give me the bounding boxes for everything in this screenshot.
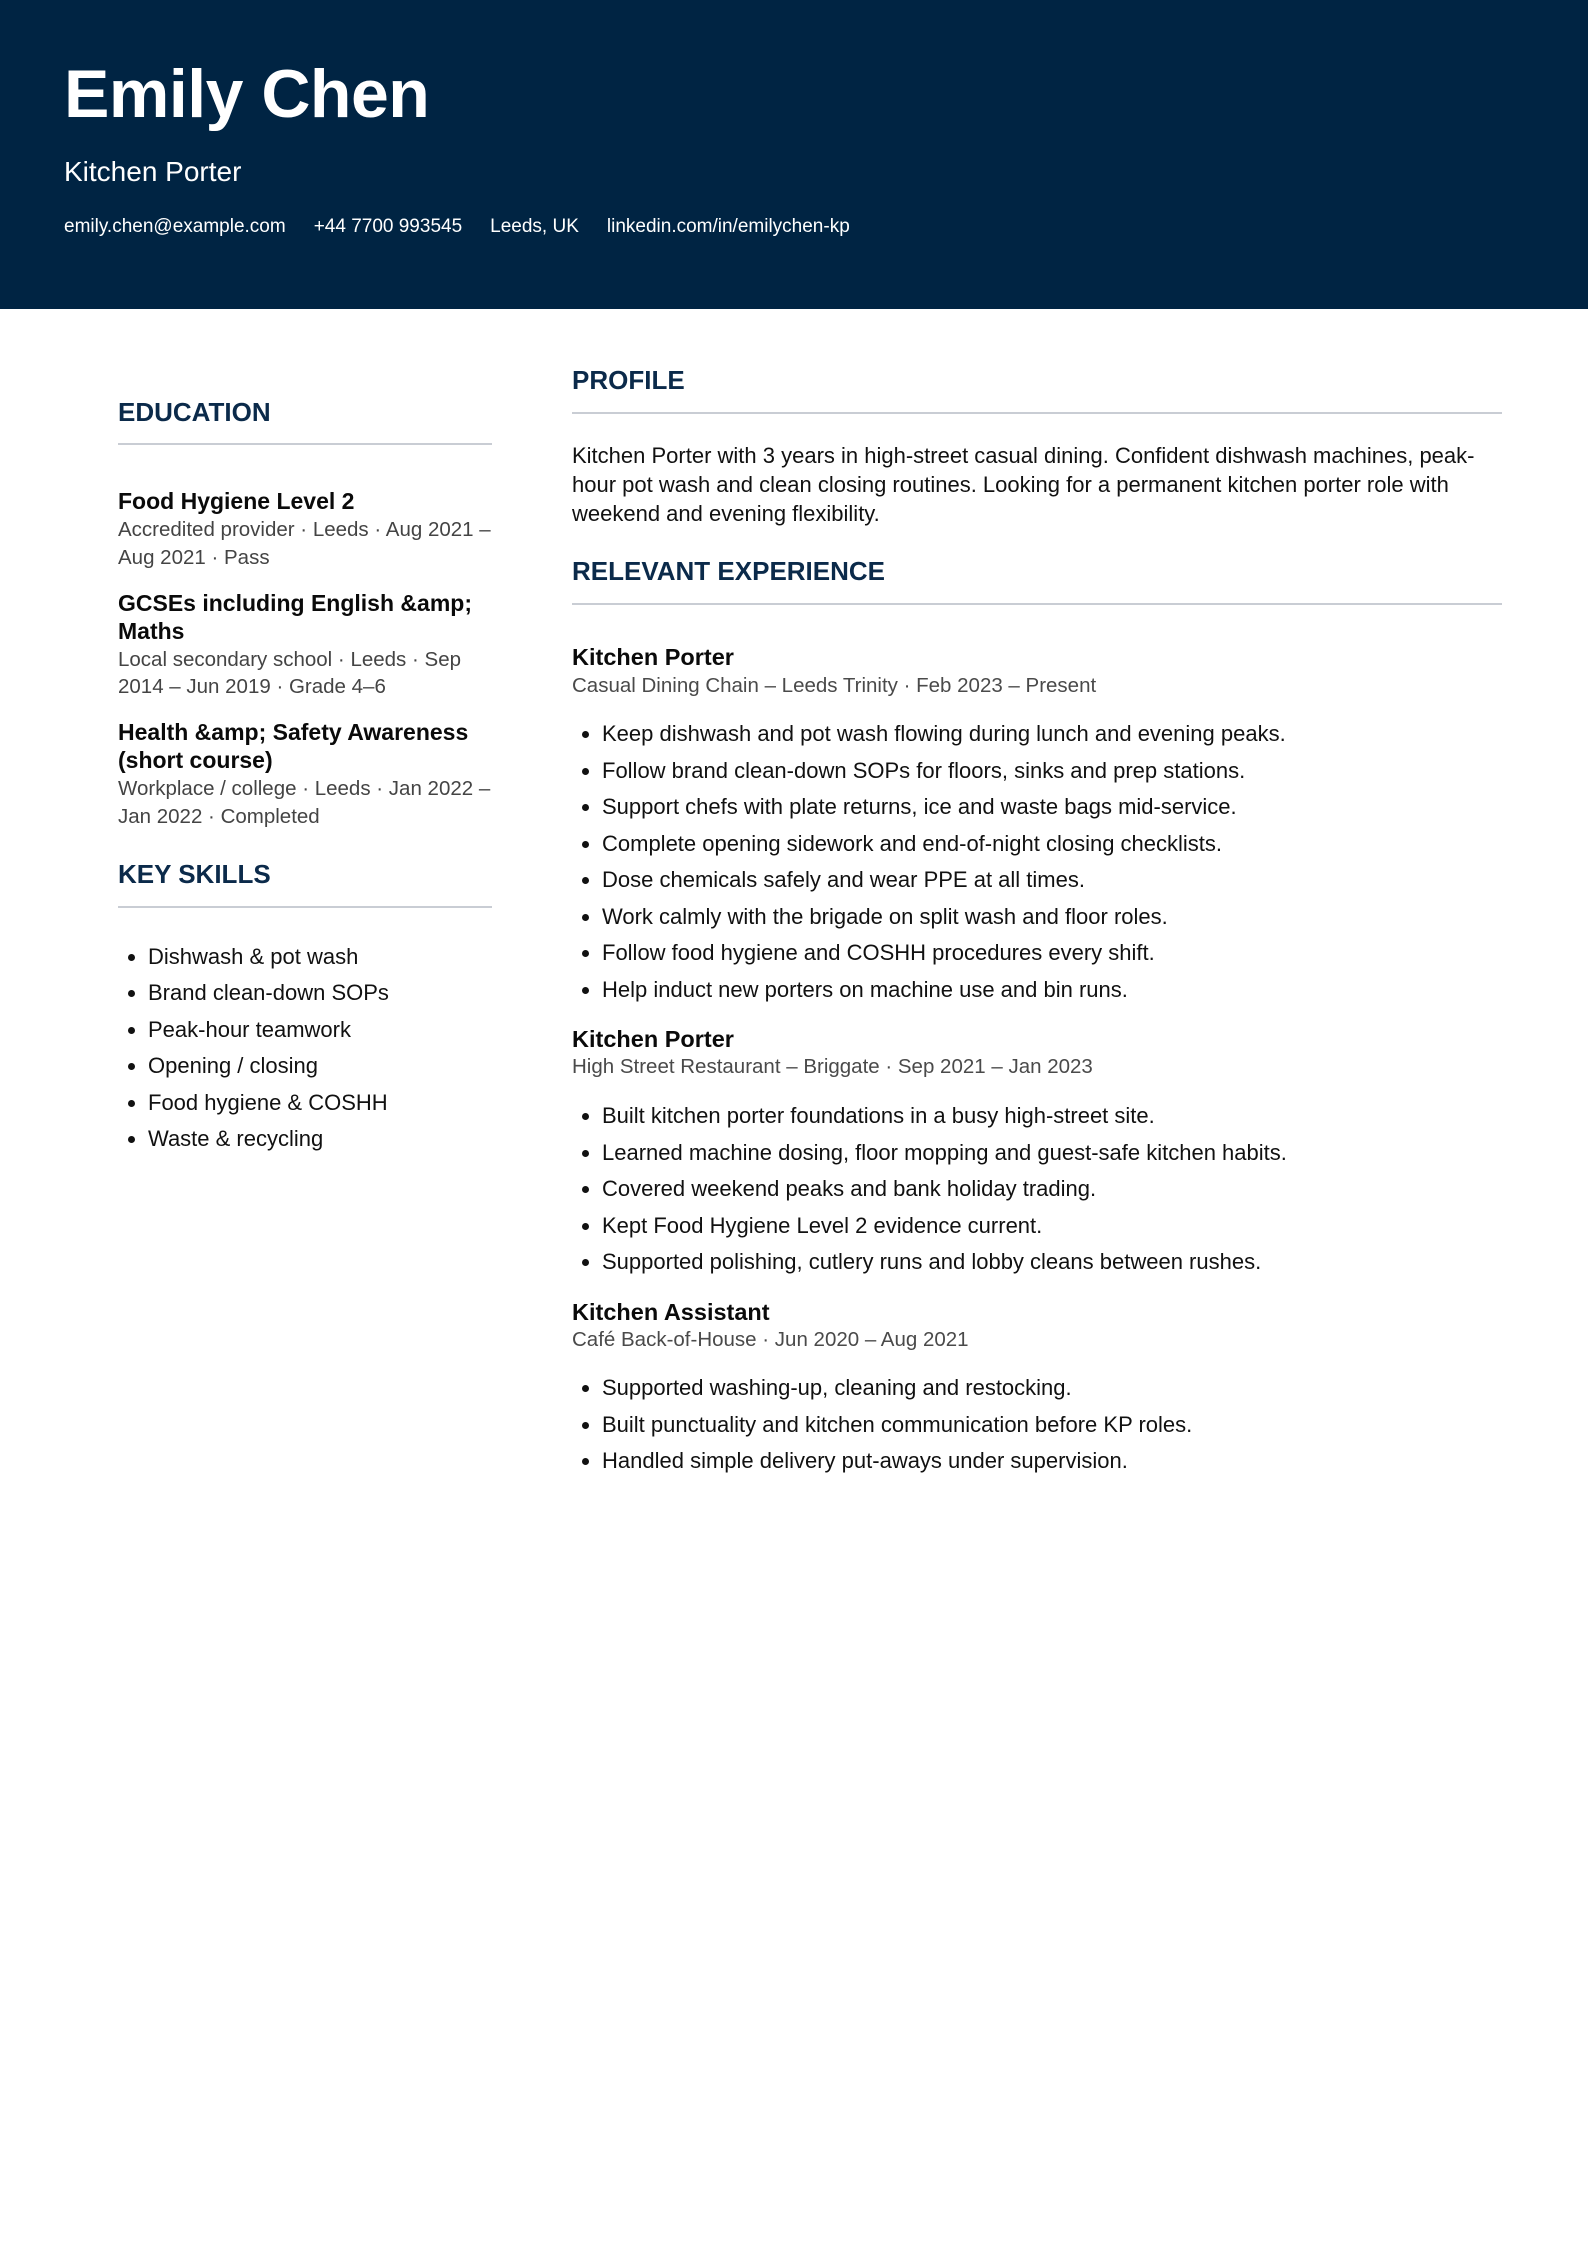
- job-title: Kitchen Porter: [572, 1026, 734, 1053]
- job-bullet: • Learned machine dosing, floor mopping and guest-safe kitchen habits.: [602, 1135, 1502, 1172]
- job-bullets: [572, 716, 1502, 1008]
- job-bullet: • Handled simple delivery put-aways under supervision.: [602, 1443, 1502, 1480]
- candidate-role: Kitchen Porter: [64, 156, 242, 187]
- contact-phone: +44 7700 993545: [313, 216, 463, 237]
- job-bullet: • Covered weekend peaks and bank holiday trading.: [602, 1171, 1502, 1208]
- education-meta: Accredited provider · Leeds · Aug 2021 – Aug 2021 · Pass: [118, 518, 491, 569]
- job-entry: [572, 643, 1502, 1008]
- education-title: Food Hygiene Level 2: [118, 488, 355, 515]
- skill-item: • Brand clean-down SOPs: [148, 975, 492, 1012]
- job-bullet: • Follow food hygiene and COSHH procedures every shift.: [602, 935, 1502, 972]
- job-bullet: • Support chefs with plate returns, ice and waste bags mid-service.: [602, 789, 1502, 826]
- education-heading: EDUCATION: [118, 397, 492, 445]
- right-column: [572, 365, 1502, 1497]
- job-entry: [572, 1025, 1502, 1280]
- education-meta: Local secondary school · Leeds · Sep 2014 – Jun 2019 · Grade 4–6: [118, 647, 462, 699]
- contact-location: Leeds, UK: [490, 216, 579, 237]
- education-item: [118, 589, 492, 701]
- profile-summary: Kitchen Porter with 3 years in high-street casual dining. Confident dishwash machines, peak-hour pot wash and clean closing routines. Looking for a permanent kitchen porter role with weekend and evening flexibility.: [572, 443, 1475, 527]
- education-item: [118, 718, 492, 830]
- education-item: [118, 487, 492, 571]
- skills-list: [118, 939, 492, 1158]
- experience-heading: RELEVANT EXPERIENCE: [572, 556, 1502, 605]
- job-bullet: • Built kitchen porter foundations in a busy high-street site.: [602, 1098, 1502, 1135]
- education-list: [118, 487, 492, 830]
- job-bullets: [572, 1370, 1502, 1480]
- job-bullet: • Built punctuality and kitchen communication before KP roles.: [602, 1407, 1502, 1444]
- candidate-name: Emily Chen: [64, 56, 430, 132]
- job-meta: Café Back-of-House · Jun 2020 – Aug 2021: [572, 1327, 969, 1351]
- job-bullet: • Kept Food Hygiene Level 2 evidence current.: [602, 1208, 1502, 1245]
- job-bullet: • Supported polishing, cutlery runs and lobby cleans between rushes.: [602, 1244, 1502, 1281]
- skill-item: • Waste & recycling: [148, 1121, 492, 1158]
- job-bullet: • Dose chemicals safely and wear PPE at all times.: [602, 862, 1502, 899]
- skill-item: • Opening / closing: [148, 1048, 492, 1085]
- left-column: [118, 397, 492, 1158]
- contact-linkedin: linkedin.com/in/emilychen-kp: [606, 216, 850, 237]
- education-title: Health &amp; Safety Awareness (short course): [118, 719, 469, 774]
- education-title: GCSEs including English &amp; Maths: [118, 589, 472, 644]
- contact-email: emily.chen@example.com: [64, 216, 286, 237]
- job-meta: High Street Restaurant – Briggate · Sep 2021 – Jan 2023: [572, 1055, 1093, 1079]
- job-entry: [572, 1298, 1502, 1480]
- profile-heading: PROFILE: [572, 365, 1502, 414]
- job-bullet: • Keep dishwash and pot wash flowing during lunch and evening peaks.: [602, 716, 1502, 753]
- job-bullets: [572, 1098, 1502, 1281]
- skill-item: • Food hygiene & COSHH: [148, 1085, 492, 1122]
- job-bullet: • Complete opening sidework and end-of-night closing checklists.: [602, 826, 1502, 863]
- job-bullet: • Supported washing-up, cleaning and restocking.: [602, 1370, 1502, 1407]
- job-title: Kitchen Porter: [572, 644, 734, 671]
- skill-item: • Peak-hour teamwork: [148, 1012, 492, 1049]
- job-meta: Casual Dining Chain – Leeds Trinity · Feb 2023 – Present: [572, 673, 1097, 697]
- job-title: Kitchen Assistant: [572, 1298, 770, 1325]
- resume-header: [0, 0, 1588, 309]
- job-bullet: • Help induct new porters on machine use and bin runs.: [602, 972, 1502, 1009]
- job-bullet: • Work calmly with the brigade on split wash and floor roles.: [602, 899, 1502, 936]
- job-bullet: • Follow brand clean-down SOPs for floors, sinks and prep stations.: [602, 753, 1502, 790]
- skills-heading: KEY SKILLS: [118, 859, 492, 907]
- experience-list: [572, 643, 1502, 1479]
- contact-line: [64, 216, 850, 239]
- skill-item: • Dishwash & pot wash: [148, 939, 492, 976]
- education-meta: Workplace / college · Leeds · Jan 2022 – Jan 2022 · Completed: [118, 777, 491, 828]
